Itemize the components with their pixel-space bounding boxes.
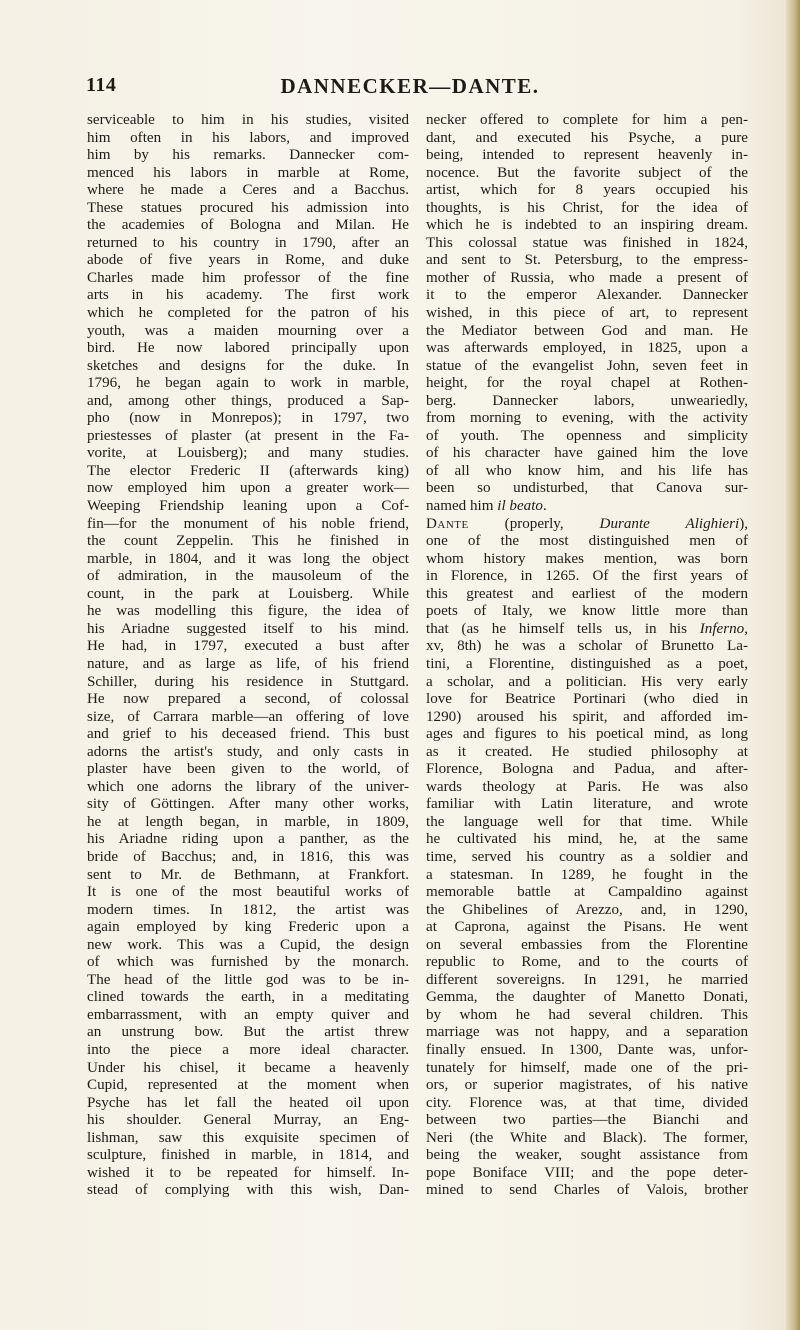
text-line: named him il beato. [426, 498, 547, 515]
text-line: Florence, Bologna and Padua, and after- [426, 761, 748, 778]
text-line: fin—for the monument of his noble friend, [87, 515, 409, 532]
text-line: one of the most distinguished men of [426, 533, 748, 550]
text-line: lishman, saw this exquisite specimen of [87, 1129, 409, 1146]
text-line: plaster have been given to the world, of [87, 761, 409, 778]
right-text-column [426, 112, 748, 1200]
text-line: nature, and as large as life, of his friend [87, 655, 409, 672]
text-line: sketches and designs for the duke. In [87, 357, 409, 374]
text-line: height, for the royal chapel at Rothen- [426, 375, 748, 392]
text-line: marble, in 1804, and it was long the object [87, 550, 409, 567]
text-line: sculpture, finished in marble, in 1814, and [87, 1147, 409, 1164]
text-line: Dante (properly, Durante Alighieri), [426, 515, 748, 532]
text-line: from morning to evening, with the activity [426, 410, 748, 427]
text-line: Neri (the White and Black). The former, [426, 1129, 748, 1146]
text-line: it to the emperor Alexander. Dannecker [426, 287, 748, 304]
text-line: being the weaker, sought assistance from [426, 1147, 748, 1164]
text-line: the academies of Bologna and Milan. He [87, 217, 409, 234]
text-line: He now prepared a second, of colossal [87, 691, 409, 708]
text-line: being, intended to represent heavenly in- [426, 147, 748, 164]
text-line: on several embassies from the Florentine [426, 936, 748, 953]
text-line: ors, or superior magistrates, of his native [426, 1077, 748, 1094]
text-line: Gemma, the daughter of Manetto Donati, [426, 989, 748, 1006]
text-line: and grief to his deceased friend. This bust [87, 726, 409, 743]
text-line: which he completed for the patron of his [87, 305, 409, 322]
text-line: the Ghibelines of Arezzo, and, in 1290, [426, 901, 748, 918]
text-line: 1796, he began again to work in marble, [87, 375, 409, 392]
text-line: an unstrung bow. But the artist threw [87, 1024, 409, 1041]
text-line: republic to Rome, and to the courts of [426, 954, 748, 971]
text-line: time, served his country as a soldier and [426, 848, 748, 865]
text-line: This colossal statue was finished in 1824, [426, 234, 748, 251]
text-line: marriage was not happy, and a separation [426, 1024, 748, 1041]
text-line: youth, was a maiden mourning over a [87, 322, 409, 339]
text-line: the language well for that time. While [426, 813, 748, 830]
page-header [86, 74, 734, 104]
text-line: bride of Bacchus; and, in 1816, this was [87, 848, 409, 865]
text-line: his shoulder. General Murray, an Eng- [87, 1112, 409, 1129]
text-line: arts in his academy. The first work [87, 287, 409, 304]
text-line: between two parties—the Bianchi and [426, 1112, 748, 1129]
text-line: into the piece a more ideal character. [87, 1041, 409, 1058]
text-line: priestesses of plaster (at present in the Fa- [87, 427, 409, 444]
text-line: a statesman. In 1289, he fought in the [426, 866, 748, 883]
text-line: wished, in this piece of art, to represent [426, 305, 748, 322]
text-line: The head of the little god was to be in- [87, 971, 409, 988]
text-line: vorite, at Louisberg); and many studies. [87, 445, 409, 462]
text-line: that (as he himself tells us, in his Inferno, [426, 620, 748, 637]
text-line: adorns the artist's study, and only casts in [87, 743, 409, 760]
text-line: Schiller, during his residence in Stuttgard. [87, 673, 409, 690]
text-line: wards theology at Paris. He was also [426, 778, 748, 795]
text-line: of admiration, in the mausoleum of the [87, 568, 409, 585]
text-line: count, in the park at Louisberg. While [87, 585, 409, 602]
text-line: thoughts, is his Christ, for the idea of [426, 199, 748, 216]
text-line: 1290) aroused his spirit, and afforded im- [426, 708, 748, 725]
text-line: and, among other things, produced a Sap- [87, 392, 409, 409]
text-line: xv, 8th) he was a scholar of Brunetto La- [426, 638, 748, 655]
text-line: stead of complying with this wish, Dan- [87, 1182, 409, 1199]
text-line: by whom he had several children. This [426, 1006, 748, 1023]
text-line: berg. Dannecker labors, unweariedly, [426, 392, 748, 409]
text-line: at Caprona, against the Pisans. He went [426, 919, 748, 936]
text-line: of which was furnished by the monarch. [87, 954, 409, 971]
text-line: which one adorns the library of the univer- [87, 778, 409, 795]
text-line: tunately for himself, made one of the pri- [426, 1059, 748, 1076]
text-line: the count Zeppelin. This he finished in [87, 533, 409, 550]
text-line: serviceable to him in his studies, visited [87, 112, 409, 128]
text-line: him by his remarks. Dannecker com- [87, 147, 409, 164]
text-line: embarrassment, with an empty quiver and [87, 1006, 409, 1023]
text-line: tini, a Florentine, distinguished as a poet, [426, 655, 748, 672]
text-line: whom history makes mention, was born [426, 550, 748, 567]
text-line: in Florence, in 1265. Of the first years of [426, 568, 748, 585]
text-line: nocence. But the favorite subject of the [426, 164, 748, 181]
text-line: pope Boniface VIII; and the pope deter- [426, 1164, 748, 1181]
text-line: necker offered to complete for him a pen- [426, 112, 748, 128]
text-line: him often in his labors, and improved [87, 129, 409, 146]
text-line: sent to Mr. de Bethmann, at Frankfort. [87, 866, 409, 883]
text-line: modern times. In 1812, the artist was [87, 901, 409, 918]
text-line: a scholar, and a politician. His very early [426, 673, 748, 690]
text-line: Weeping Friendship leaning upon a Cof- [87, 498, 409, 515]
text-line: been so undisturbed, that Canova sur- [426, 480, 748, 497]
text-line: Under his chisel, it became a heavenly [87, 1059, 409, 1076]
text-line: poets of Italy, we know little more than [426, 603, 748, 620]
running-head: DANNECKER—DANTE. [280, 74, 540, 98]
text-line: different sovereigns. In 1291, he married [426, 971, 748, 988]
page-edge [786, 0, 800, 1330]
text-line: this greatest and earliest of the modern [426, 585, 748, 602]
text-line: Cupid, represented at the moment when [87, 1077, 409, 1094]
text-line: mined to send Charles of Valois, brother [426, 1182, 748, 1199]
text-line: The elector Frederic II (afterwards king) [87, 462, 409, 479]
text-line: of all who know him, and his life has [426, 462, 748, 479]
text-line: size, of Carrara marble—an offering of love [87, 708, 409, 725]
text-line: wished it to be repeated for himself. In- [87, 1164, 409, 1181]
text-line: familiar with Latin literature, and wrote [426, 796, 748, 813]
text-line: abode of five years in Rome, and duke [87, 252, 409, 269]
text-line: new work. This was a Cupid, the design [87, 936, 409, 953]
text-line: mother of Russia, who made a present of [426, 269, 748, 286]
text-line: he was modelling this figure, the idea of [87, 603, 409, 620]
text-line: was afterwards employed, in 1825, upon a [426, 340, 748, 357]
page-number: 114 [86, 74, 117, 96]
text-line: dant, and executed his Psyche, a pure [426, 129, 748, 146]
text-line: of his character have gained him the love [426, 445, 748, 462]
text-line: menced his labors in marble at Rome, [87, 164, 409, 181]
text-line: of youth. The openness and simplicity [426, 427, 748, 444]
text-line: memorable battle at Campaldino against [426, 884, 748, 901]
text-line: city. Florence was, at that time, divided [426, 1094, 748, 1111]
text-line: It is one of the most beautiful works of [87, 884, 409, 901]
text-line: his Ariadne suggested itself to his mind. [87, 620, 409, 637]
text-line: and sent to St. Petersburg, to the empress- [426, 252, 748, 269]
text-line: ages and figures to his poetical mind, as long [426, 726, 748, 743]
text-line: sity of Göttingen. After many other works, [87, 796, 409, 813]
text-line: pho (now in Monrepos); in 1797, two [87, 410, 409, 427]
text-line: clined towards the earth, in a meditating [87, 989, 409, 1006]
text-line: he at length began, in marble, in 1809, [87, 813, 409, 830]
text-line: where he made a Ceres and a Bacchus. [87, 182, 409, 199]
text-line: He had, in 1797, executed a bust after [87, 638, 409, 655]
text-line: returned to his country in 1790, after an [87, 234, 409, 251]
text-line: These statues procured his admission into [87, 199, 409, 216]
text-line: finally ensued. In 1300, Dante was, unfor- [426, 1041, 748, 1058]
text-line: love for Beatrice Portinari (who died in [426, 691, 748, 708]
left-text-column [87, 112, 409, 1200]
text-line: Charles made him professor of the fine [87, 269, 409, 286]
text-line: statue of the evangelist John, seven feet in [426, 357, 748, 374]
text-line: as it created. He studied philosophy at [426, 743, 748, 760]
text-line: Psyche has let fall the heated oil upon [87, 1094, 409, 1111]
text-line: he cultivated his mind, he, at the same [426, 831, 748, 848]
text-line: now employed him upon a greater work— [87, 480, 409, 497]
text-line: artist, which for 8 years occupied his [426, 182, 748, 199]
text-line: his Ariadne riding upon a panther, as the [87, 831, 409, 848]
text-line: the Mediator between God and man. He [426, 322, 748, 339]
text-line: which he is indebted to an inspiring dream. [426, 217, 748, 234]
text-line: again employed by king Frederic upon a [87, 919, 409, 936]
text-line: bird. He now labored principally upon [87, 340, 409, 357]
